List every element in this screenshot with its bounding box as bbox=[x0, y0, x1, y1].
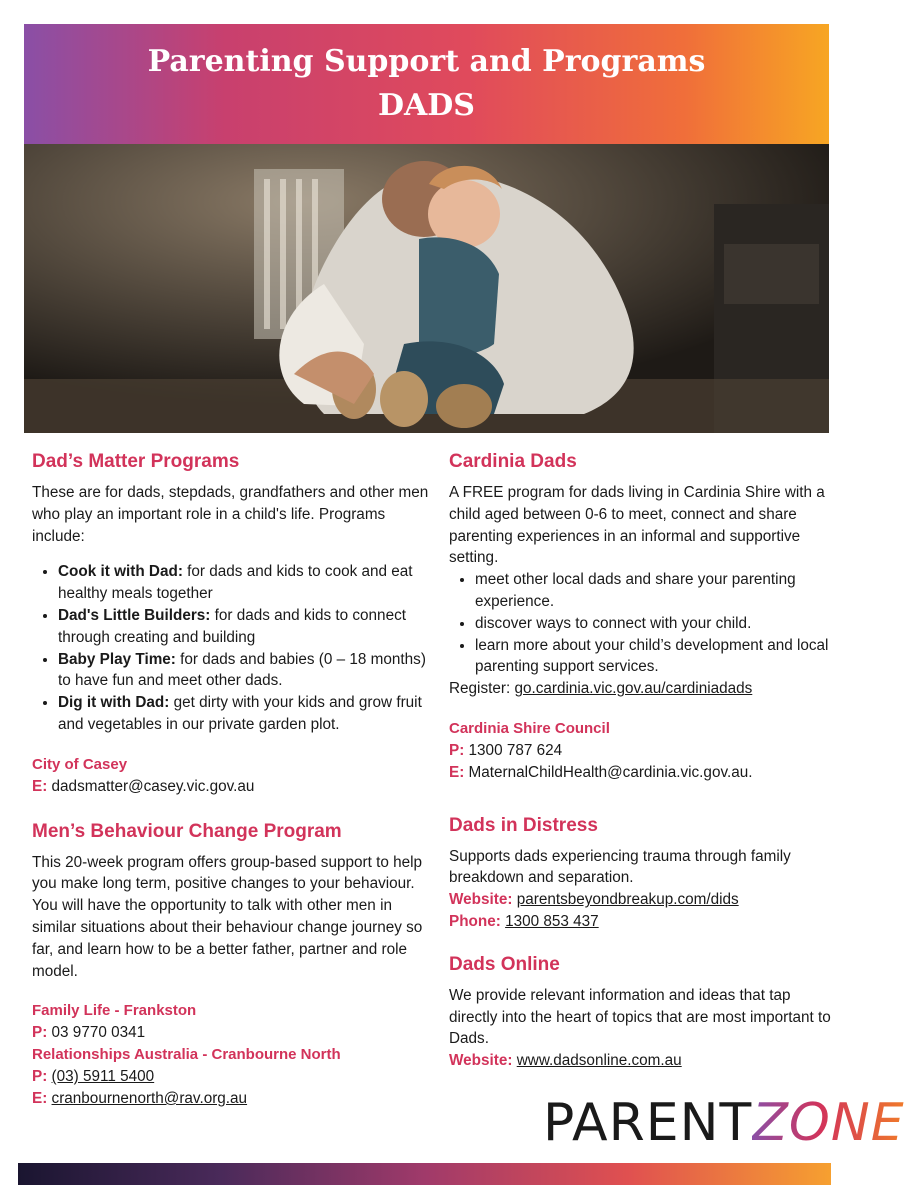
cardinia-points-list bbox=[449, 569, 831, 678]
program-desc: get dirty with your kids and grow fruit and vegetables in our private garden plot. bbox=[58, 694, 422, 733]
online-heading: Dads Online bbox=[449, 953, 560, 975]
email-label: E: bbox=[32, 777, 48, 795]
register-label: Register: bbox=[449, 680, 515, 698]
page-title: Parenting Support and Programs bbox=[147, 44, 706, 79]
page-subtitle: DADS bbox=[378, 88, 475, 123]
cardinia-intro: A FREE program for dads living in Cardinia Shire with a child aged between 0-6 to meet, connect and share parenting experiences in an informal and supportive setting. bbox=[449, 484, 825, 567]
list-item bbox=[58, 605, 432, 649]
distress-website-line bbox=[449, 889, 831, 911]
parentzone-logo bbox=[543, 1090, 905, 1156]
distress-website-link[interactable]: parentsbeyondbreakup.com/dids bbox=[516, 891, 739, 909]
cranbourne-org-name: Relationships Australia - Cranbourne North bbox=[32, 1046, 341, 1064]
online-website-line bbox=[449, 1050, 831, 1072]
logo-part-parent: PARENT bbox=[543, 1093, 753, 1153]
list-item: • learn more about your child’s development and local parenting support services. bbox=[475, 635, 831, 679]
cardinia-phone: 1300 787 624 bbox=[464, 741, 563, 759]
program-name: Baby Play Time: bbox=[58, 650, 176, 668]
cranbourne-email-link[interactable]: cranbournenorth@rav.org.au bbox=[51, 1089, 248, 1107]
behaviour-body: This 20-week program offers group-based support to help you make long term, positive changes to your behaviour. You will have the opportunity to talk with other men in similar situations about their behaviour change journey so far, and learn how to be a better father, partner and role model. bbox=[32, 853, 423, 980]
casey-email[interactable]: dadsmatter@casey.vic.gov.au bbox=[47, 777, 255, 795]
frankston-phone-line bbox=[32, 1022, 432, 1044]
list-item: • meet other local dads and share your parenting experience. bbox=[475, 569, 831, 613]
father-child-illustration bbox=[24, 144, 829, 433]
online-body: We provide relevant information and ideas that tap directly into the heart of topics that are most important to Dads. bbox=[449, 986, 831, 1048]
frankston-phone: 03 9770 0341 bbox=[47, 1024, 146, 1042]
program-name: Dig it with Dad: bbox=[58, 694, 170, 712]
cranbourne-email-line bbox=[32, 1088, 432, 1110]
cranbourne-phone-line bbox=[32, 1066, 432, 1088]
cardinia-register-link[interactable]: go.cardinia.vic.gov.au/cardiniadads bbox=[514, 680, 753, 698]
hero-photo bbox=[24, 144, 829, 433]
distress-body: Supports dads experiencing trauma through family breakdown and separation. bbox=[449, 847, 791, 887]
phone-label: P: bbox=[449, 741, 465, 759]
program-desc: for dads and kids to cook and eat healthy meals together bbox=[58, 563, 413, 603]
email-label: E: bbox=[32, 1089, 48, 1107]
left-column bbox=[32, 450, 432, 1110]
list-item bbox=[58, 649, 432, 693]
cardinia-heading: Cardinia Dads bbox=[449, 451, 577, 472]
phone-label: P: bbox=[32, 1068, 48, 1086]
casey-org-name: City of Casey bbox=[32, 755, 128, 773]
distress-phone-line bbox=[449, 911, 831, 933]
casey-email-line bbox=[32, 776, 432, 798]
dads-matter-program-list bbox=[32, 561, 432, 735]
online-website-link[interactable]: www.dadsonline.com.au bbox=[516, 1052, 682, 1070]
phone-label: Phone: bbox=[449, 912, 501, 930]
distress-phone-link[interactable]: 1300 853 437 bbox=[505, 912, 599, 930]
cardinia-org-name: Cardinia Shire Council bbox=[449, 719, 610, 737]
program-desc: for dads and kids to connect through creating and building bbox=[58, 606, 406, 646]
dads-matter-heading: Dad’s Matter Programs bbox=[32, 451, 240, 472]
website-label: Website: bbox=[449, 891, 513, 909]
dads-matter-intro: These are for dads, stepdads, grandfathers and other men who play an important role in a child's life. Programs include: bbox=[32, 484, 429, 545]
email-label: E: bbox=[449, 763, 465, 781]
footer-gradient-bar bbox=[18, 1163, 831, 1185]
list-item bbox=[58, 692, 432, 736]
cranbourne-phone-link[interactable]: (03) 5911 5400 bbox=[51, 1068, 155, 1086]
cardinia-phone-line bbox=[449, 740, 831, 762]
header-banner bbox=[24, 24, 829, 144]
program-desc: for dads and babies (0 – 18 months) to have fun and meet other dads. bbox=[58, 650, 426, 690]
list-item bbox=[58, 561, 432, 605]
cardinia-email-line bbox=[449, 762, 831, 784]
cardinia-email[interactable]: MaternalChildHealth@cardinia.vic.gov.au. bbox=[464, 763, 753, 781]
frankston-org-name: Family Life - Frankston bbox=[32, 1002, 197, 1020]
program-name: Dad's Little Builders: bbox=[58, 606, 211, 624]
list-item: • discover ways to connect with your child. bbox=[475, 613, 831, 635]
program-name: Cook it with Dad: bbox=[58, 563, 183, 581]
phone-label: P: bbox=[32, 1024, 48, 1042]
right-column bbox=[449, 450, 831, 1072]
distress-heading: Dads in Distress bbox=[449, 814, 598, 836]
website-label: Website: bbox=[449, 1052, 513, 1070]
cardinia-register-line bbox=[449, 678, 831, 700]
behaviour-heading: Men’s Behaviour Change Program bbox=[32, 820, 342, 842]
logo-part-zone: ZONE bbox=[752, 1093, 905, 1153]
